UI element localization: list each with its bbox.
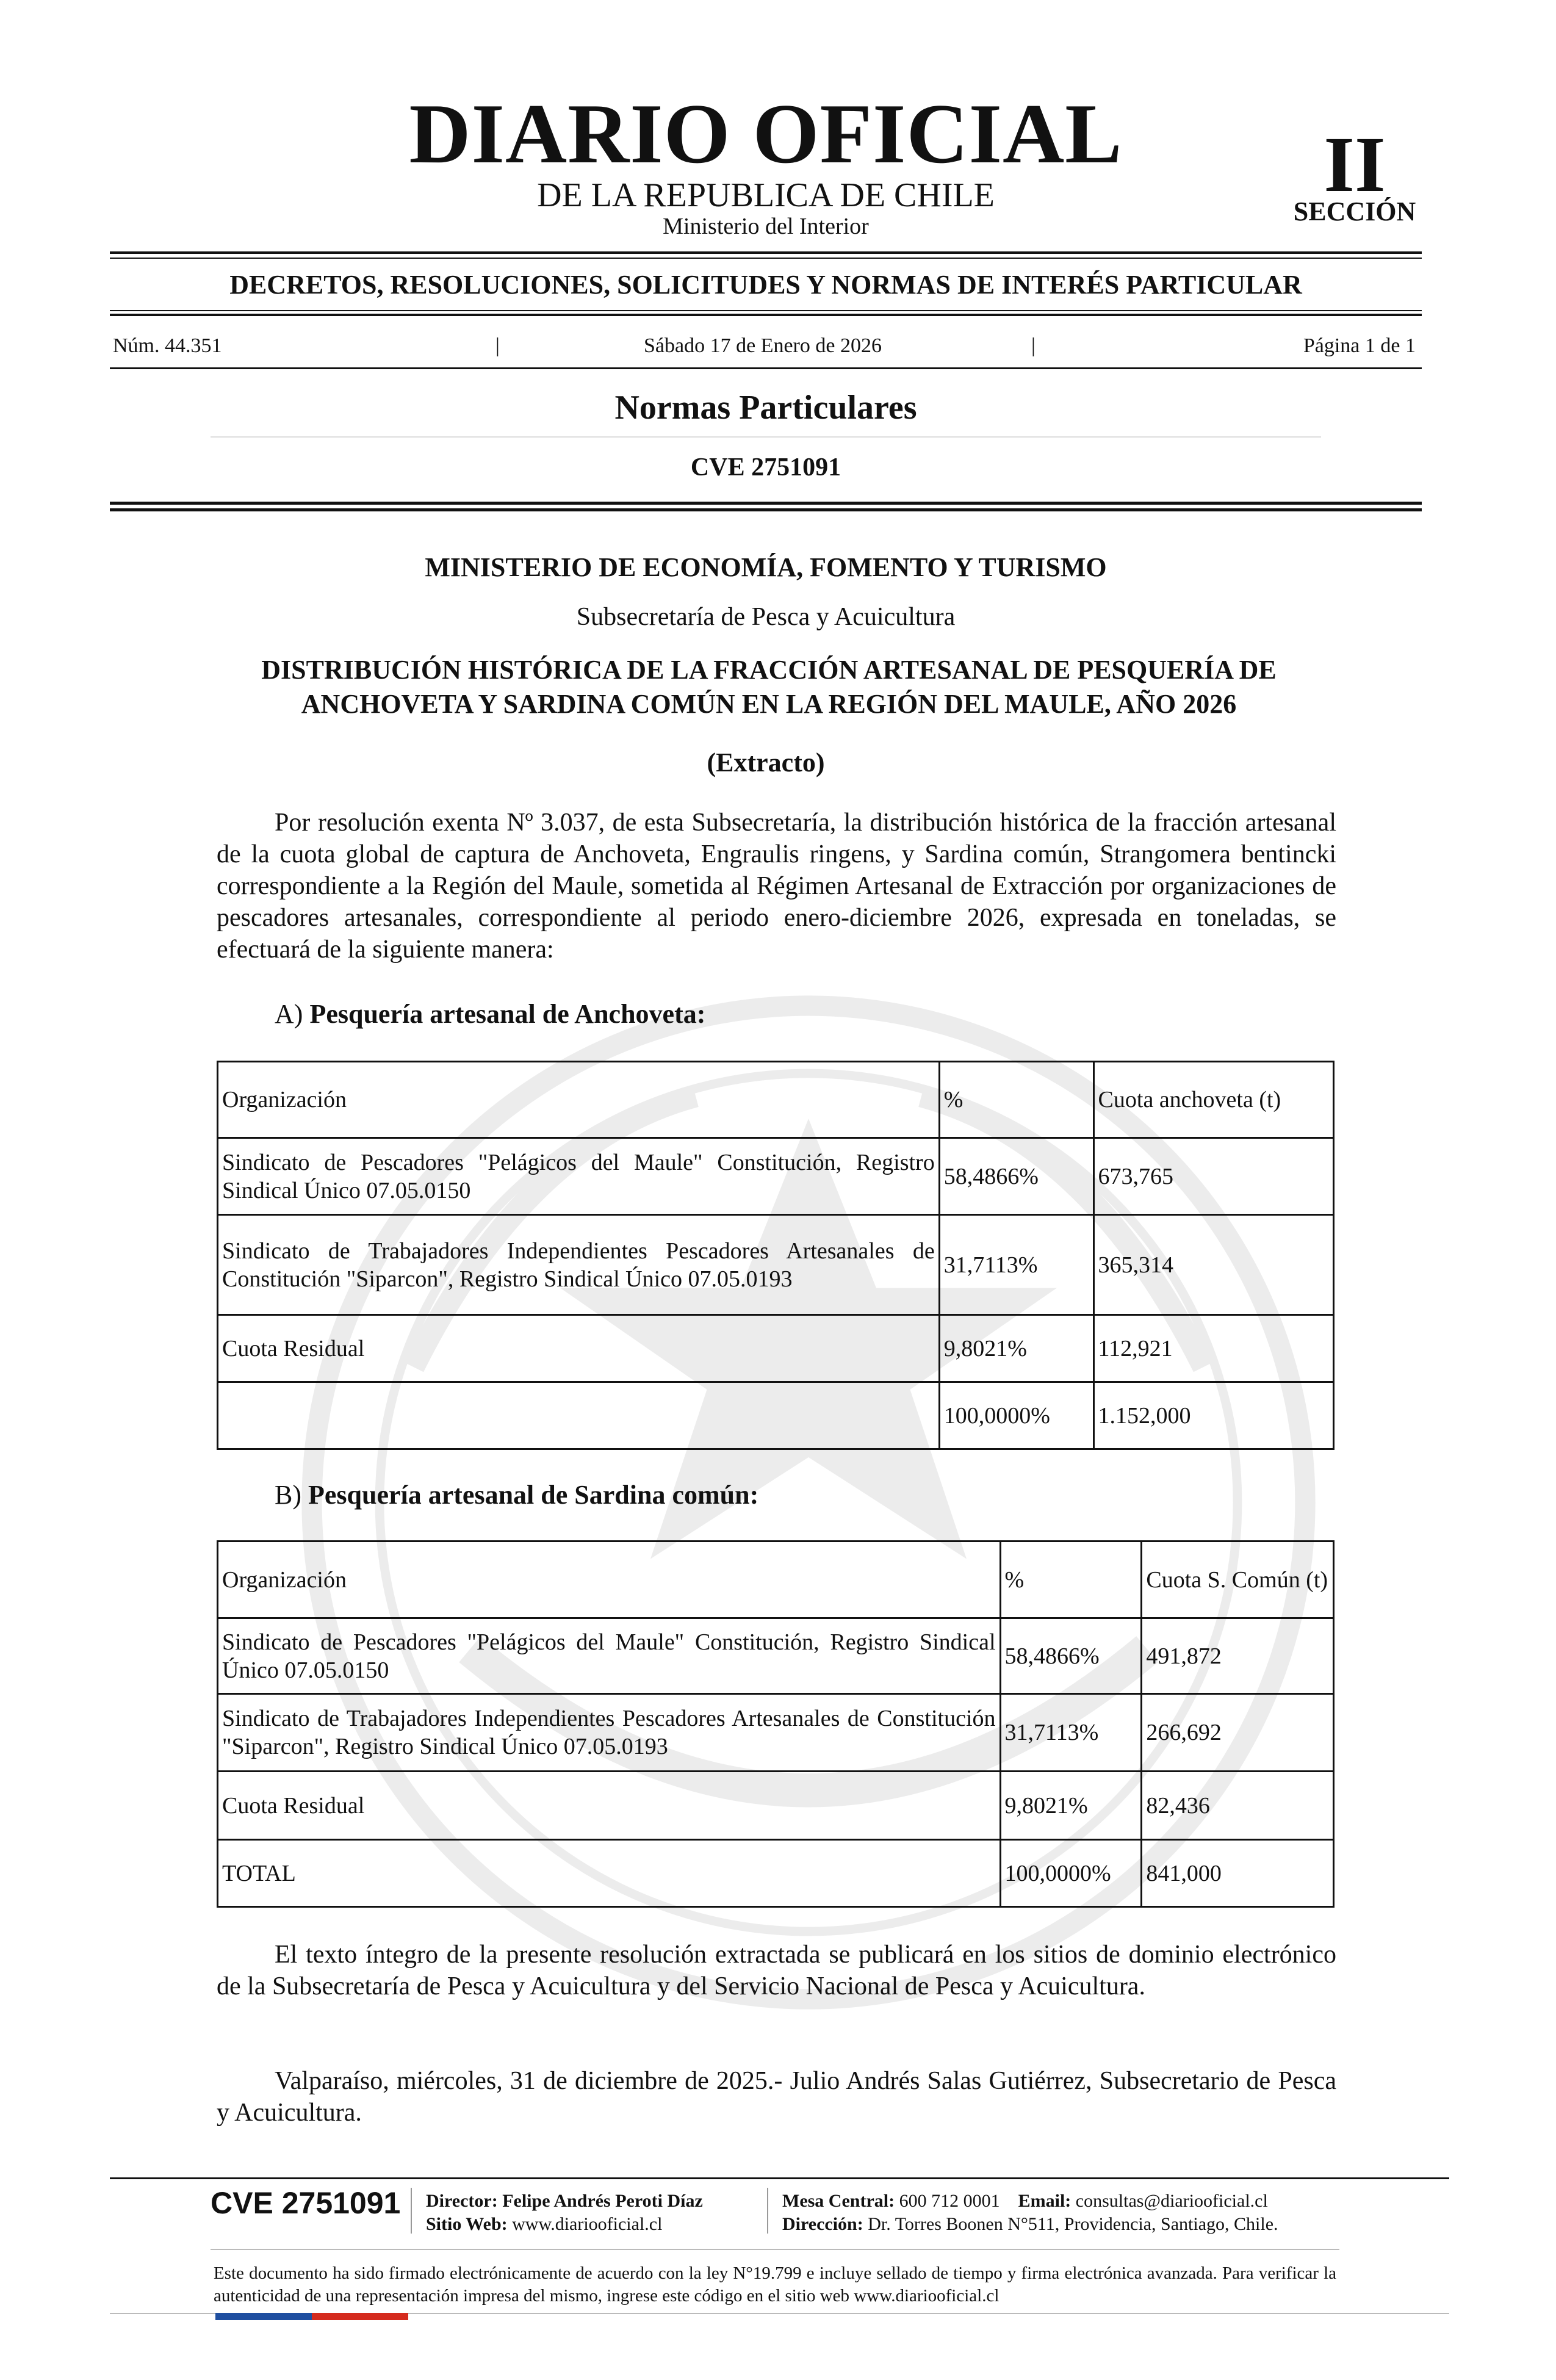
director-name: Felipe Andrés Peroti Díaz: [502, 2191, 703, 2211]
table-cell: 58,4866%: [939, 1138, 1093, 1215]
table-cell: 365,314: [1093, 1215, 1333, 1315]
phone-number: 600 712 0001: [899, 2191, 1000, 2211]
footer-contact: [782, 2190, 1268, 2213]
section-banner: DECRETOS, RESOLUCIONES, SOLICITUDES Y NORMAS DE INTERÉS PARTICULAR: [229, 270, 1302, 300]
masthead-rule-top-thin: [110, 258, 1422, 259]
meta-separator-2: |: [1031, 334, 1036, 357]
subsecretaria: Subsecretaría de Pesca y Acuicultura: [576, 603, 956, 631]
section-b-title: Pesquería artesanal de Sardina común:: [308, 1480, 759, 1510]
website-link[interactable]: www.diariooficial.cl: [512, 2214, 663, 2234]
section-a-heading: [275, 1001, 705, 1028]
table-row: [218, 1694, 1334, 1772]
table-header-cell: Cuota anchoveta (t): [1093, 1062, 1333, 1138]
table-cell: [218, 1382, 940, 1449]
banner-rule-bottom-thick: [110, 314, 1422, 316]
table-total-row: [218, 1840, 1334, 1907]
footer-rule: [110, 2177, 1449, 2179]
table-cell: 112,921: [1093, 1315, 1333, 1382]
masthead-title: DIARIO OFICIAL: [409, 87, 1123, 181]
phone-label: Mesa Central:: [782, 2191, 895, 2211]
meta-rule: [110, 367, 1422, 369]
table-header-cell: %: [939, 1062, 1093, 1138]
category-rule: [211, 436, 1321, 438]
table-header-cell: Organización: [218, 1062, 940, 1138]
sardina-table: [217, 1540, 1334, 1908]
issue-number: Núm. 44.351: [113, 334, 222, 357]
table-cell: 82,436: [1142, 1772, 1334, 1840]
table-row: [218, 1772, 1334, 1840]
footer-divider-2: [767, 2188, 768, 2234]
table-cell: TOTAL: [218, 1840, 1001, 1907]
flag-stripe-red: [312, 2313, 408, 2320]
masthead-subtitle: DE LA REPUBLICA DE CHILE: [537, 176, 995, 214]
footer-website: [426, 2213, 662, 2236]
table-row: [218, 1618, 1334, 1694]
table-cell: 266,692: [1142, 1694, 1334, 1772]
cve-code: CVE 2751091: [690, 453, 841, 481]
address-label: Dirección:: [782, 2214, 863, 2234]
category-heading: Normas Particulares: [614, 389, 917, 427]
masthead-rule-top: [110, 251, 1422, 254]
table-cell: Cuota Residual: [218, 1315, 940, 1382]
footer-director: [426, 2190, 703, 2213]
cve-rule-2: [110, 508, 1422, 511]
table-cell: 841,000: [1142, 1840, 1334, 1907]
page-indicator: Página 1 de 1: [1303, 334, 1416, 357]
table-total-row: [218, 1382, 1334, 1449]
table-cell: Cuota Residual: [218, 1772, 1001, 1840]
table-cell: 100,0000%: [939, 1382, 1093, 1449]
section-number: II: [1324, 121, 1386, 209]
footer-cve: CVE 2751091: [211, 2186, 401, 2220]
table-cell: Sindicato de Pescadores "Pelágicos del Maule" Constitución, Registro Sindical Único 07.05.0150: [218, 1138, 940, 1215]
table-header-cell: Cuota S. Común (t): [1142, 1542, 1334, 1618]
table-cell: 9,8021%: [1000, 1772, 1142, 1840]
section-label: SECCIÓN: [1293, 197, 1416, 226]
masthead-ministry: Ministerio del Interior: [663, 214, 869, 239]
director-label: Director:: [426, 2191, 498, 2211]
table-row: [218, 1215, 1334, 1315]
section-a-title: Pesquería artesanal de Anchoveta:: [309, 999, 706, 1029]
table-cell: Sindicato de Pescadores "Pelágicos del Maule" Constitución, Registro Sindical Único 07.05.0150: [218, 1618, 1001, 1694]
table-cell: 9,8021%: [939, 1315, 1093, 1382]
table-header-cell: %: [1000, 1542, 1142, 1618]
legal-notice: Este documento ha sido firmado electrónicamente de acuerdo con la ley N°19.799 e incluye sellado de tiempo y firma electrónica avanzada. Para verificar la autenticidad de una representación impresa del mismo, ingrese este código en el sitio web www.diariooficial.cl: [214, 2263, 1336, 2306]
section-b-heading: [275, 1482, 758, 1509]
table-row: [218, 1315, 1334, 1382]
table-cell: 31,7113%: [1000, 1694, 1142, 1772]
address-text: Dr. Torres Boonen N°511, Providencia, Santiago, Chile.: [868, 2214, 1278, 2234]
footer-divider-1: [411, 2188, 412, 2234]
table-cell: Sindicato de Trabajadores Independientes Pescadores Artesanales de Constitución "Siparcon", Registro Sindical Único 07.05.0193: [218, 1215, 940, 1315]
closing-paragraph: El texto íntegro de la presente resolución extractada se publicará en los sitios de dominio electrónico de la Subsecretaría de Pesca y Acuicultura y del Servicio Nacional de Pesca y Acuicultura.: [217, 1941, 1336, 2000]
signature-paragraph: Valparaíso, miércoles, 31 de diciembre de 2025.- Julio Andrés Salas Gutiérrez, Subsecretario de Pesca y Acuicultura.: [217, 2067, 1336, 2127]
ministry-heading: MINISTERIO DE ECONOMÍA, FOMENTO Y TURISMO: [425, 552, 1107, 582]
section-a-prefix: A): [275, 999, 303, 1029]
intro-paragraph: Por resolución exenta Nº 3.037, de esta Subsecretaría, la distribución histórica de la fracción artesanal de la cuota global de captura de Anchoveta, Engraulis ringens, y Sardina común, Strangomera bentincki correspondiente a la Región del Maule, sometida al Régimen Artesanal de Extracción por organizaciones de pescadores artesanales, correspondiente al periodo enero-diciembre 2026, expresada en toneladas, se efectuará de la siguiente manera:: [217, 809, 1336, 964]
table-header-row: [218, 1062, 1334, 1138]
footer-rule-2: [211, 2249, 1339, 2250]
cve-rule-1: [110, 502, 1422, 505]
website-label: Sitio Web:: [426, 2214, 508, 2234]
table-cell: 100,0000%: [1000, 1840, 1142, 1907]
table-header-row: [218, 1542, 1334, 1618]
flag-stripe-blue: [215, 2313, 312, 2320]
document-title: DISTRIBUCIÓN HISTÓRICA DE LA FRACCIÓN ARTESANAL DE PESQUERÍA DE ANCHOVETA Y SARDINA COMÚN EN LA REGIÓN DEL MAULE, AÑO 2026: [261, 655, 1277, 719]
table-cell: Sindicato de Trabajadores Independientes Pescadores Artesanales de Constitución "Siparcon", Registro Sindical Único 07.05.0193: [218, 1694, 1001, 1772]
email-label: Email:: [1018, 2191, 1072, 2211]
section-b-prefix: B): [275, 1480, 301, 1510]
table-row: [218, 1138, 1334, 1215]
table-header-cell: Organización: [218, 1542, 1001, 1618]
issue-date: Sábado 17 de Enero de 2026: [644, 334, 882, 357]
extracto-label: (Extracto): [707, 748, 825, 777]
anchoveta-table: [217, 1061, 1334, 1450]
table-cell: 31,7113%: [939, 1215, 1093, 1315]
banner-rule-bottom: [110, 310, 1422, 311]
table-cell: 1.152,000: [1093, 1382, 1333, 1449]
table-cell: 673,765: [1093, 1138, 1333, 1215]
email-link[interactable]: consultas@diariooficial.cl: [1075, 2191, 1268, 2211]
table-cell: 491,872: [1142, 1618, 1334, 1694]
table-cell: 58,4866%: [1000, 1618, 1142, 1694]
meta-separator-1: |: [495, 334, 500, 357]
footer-address: [782, 2213, 1278, 2236]
